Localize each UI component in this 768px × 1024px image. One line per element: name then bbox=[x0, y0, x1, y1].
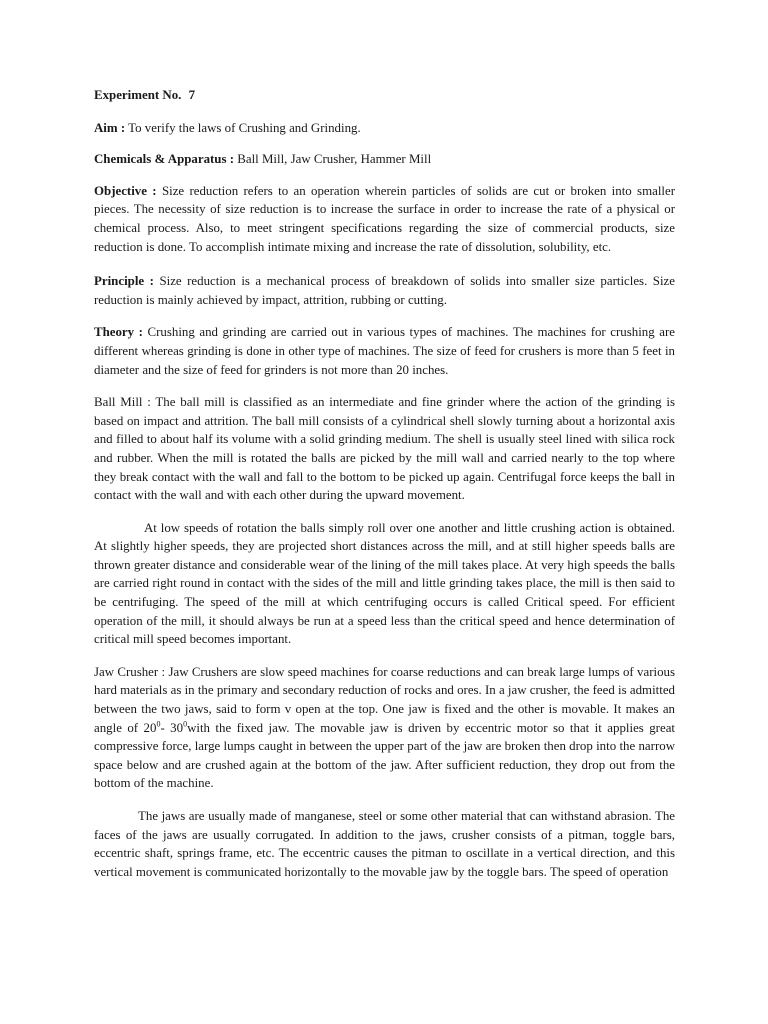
jaw-materials-paragraph: The jaws are usually made of manganese, steel or some other material that can withstand abrasion. The faces of the jaws are usually corrugated. In addition to the jaws, crusher consists of a pitman, toggle bars, eccentric shaft, springs frame, etc. The eccentric causes the pitman to oscillate in a vertical direction, and this vertical movement is communicated horizontally to the movable jaw by the toggle bars. The speed of operation bbox=[94, 809, 675, 879]
experiment-number: 7 bbox=[188, 88, 196, 102]
aim-text: To verify the laws of Crushing and Grinding. bbox=[128, 120, 361, 135]
jaw-crusher-text-a: Jaw Crusher : Jaw Crushers are slow speed machines for coarse reductions and can break large lumps of various hard materials as in the primary and secondary reduction of rocks and ores. In a jaw crusher, the feed is admitted between the two jaws, said to form v open at the top. One jaw is fixed and the other is movable. It makes an angle of 20 bbox=[94, 664, 675, 735]
theory-paragraph bbox=[94, 323, 675, 379]
degree-mark-1: 0 bbox=[156, 719, 161, 729]
jaw-crusher-paragraph bbox=[94, 663, 675, 793]
apparatus-label: Chemicals & Apparatus : bbox=[94, 152, 235, 167]
experiment-label: Experiment No. bbox=[94, 88, 182, 102]
ball-mill-speeds-paragraph: At low speeds of rotation the balls simply roll over one another and little crushing action is obtained. At slightly higher speeds, they are projected short distances across the mill, and at still higher speeds balls are thrown greater distance and considerable wear of the lining of the mill takes place. At very high speeds the balls are carried right round in contact with the sides of the mill and little grinding takes place, the mill is then said to be centrifuging. The speed of the mill at which centrifuging occurs is called Critical speed. For efficient operation of the mill, it should always be run at a speed less than the critical speed and hence determination of critical mill speed becomes important. bbox=[94, 520, 675, 647]
principle-label: Principle : bbox=[94, 274, 154, 289]
aim-label: Aim : bbox=[94, 120, 126, 135]
principle-paragraph bbox=[94, 272, 675, 309]
apparatus-text: Ball Mill, Jaw Crusher, Hammer Mill bbox=[237, 152, 432, 167]
experiment-heading bbox=[94, 86, 675, 105]
document-page bbox=[94, 86, 675, 881]
ball-mill-paragraph: Ball Mill : The ball mill is classified as an intermediate and fine grinder where the action of the grinding is based on impact and attrition. The ball mill consists of a cylindrical shell slowly turning about a horizontal axis and filled to about half its volume with a solid grinding medium. The shell is usually steel lined with silica rock and rubber. When the mill is rotated the balls are picked by the mill wall and carried nearly to the top where they break contact with the wall and fall to the bottom to be picked up again. Centrifugal force keeps the ball in contact with the wall and with each other during the upward movement. bbox=[94, 395, 675, 503]
apparatus-paragraph bbox=[94, 150, 675, 169]
jaw-crusher-text-c: with the fixed jaw. The movable jaw is driven by eccentric motor so that it applies great compressive force, large lumps caught in between the upper part of the jaw are broken then drop into the narrow space below and are crushed again at the bottom of the jaw. After sufficient reduction, they drop out from the bottom of the machine. bbox=[94, 720, 676, 791]
jaw-crusher-text-b: - 30 bbox=[160, 720, 184, 735]
aim-paragraph bbox=[94, 119, 675, 138]
objective-paragraph bbox=[94, 182, 675, 256]
theory-text: Crushing and grinding are carried out in various types of machines. The machines for crushing are different whereas grinding is done in other type of machines. The size of feed for crushers is more than 5 feet in diameter and the size of feed for grinders is not more than 20 inches. bbox=[94, 325, 675, 377]
principle-text: Size reduction is a mechanical process of breakdown of solids into smaller size particles. Size reduction is mainly achieved by impact, attrition, rubbing or cutting. bbox=[94, 274, 675, 307]
objective-label: Objective : bbox=[94, 183, 157, 198]
theory-label: Theory : bbox=[94, 325, 143, 340]
degree-mark-2: 0 bbox=[183, 719, 188, 729]
objective-text: Size reduction refers to an operation wherein particles of solids are cut or broken into smaller pieces. The necessity of size reduction is to increase the surface in order to increase the rate of a physical or chemical process. Also, to meet stringent specifications regarding the size of commercial products, size reduction is done. To accomplish intimate mixing and increase the rate of dissolution, solubility, etc. bbox=[94, 183, 675, 254]
